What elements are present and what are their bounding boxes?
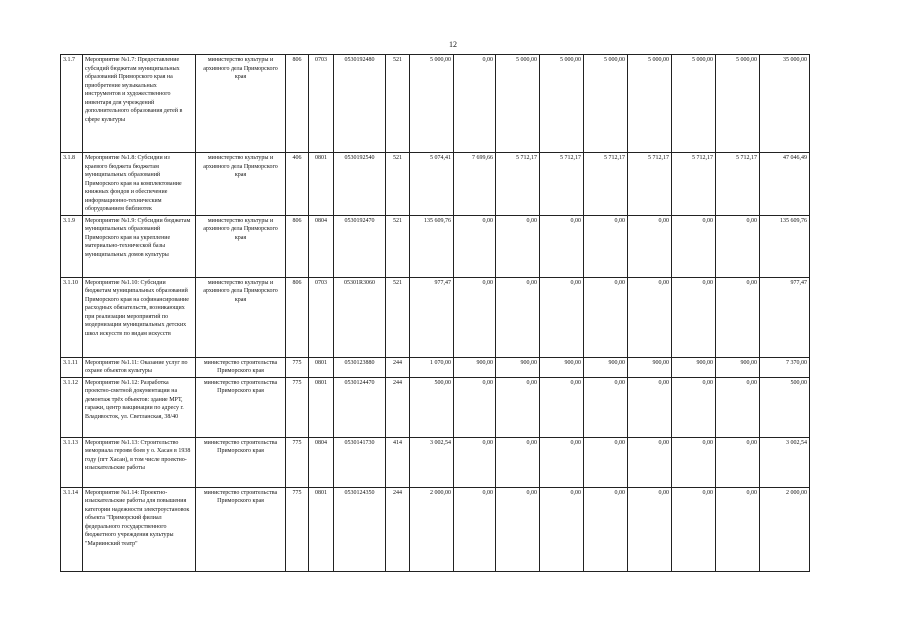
row-value: 0,00 <box>454 487 496 571</box>
row-title: Мероприятие №1.13: Строительство мемориала героям боев у о. Хасан в 1938 году (пгт Хасан), в том числе проектно-изыскательские работы <box>83 437 196 487</box>
page-number: 12 <box>449 40 457 49</box>
row-number: 3.1.8 <box>61 153 83 216</box>
row-responsible: министерство строительства Приморского края <box>196 357 286 377</box>
row-value: 0,00 <box>628 487 672 571</box>
row-value: 5 712,17 <box>628 153 672 216</box>
row-total: 2 000,00 <box>760 487 810 571</box>
row-number: 3.1.11 <box>61 357 83 377</box>
row-value: 0,00 <box>540 277 584 357</box>
row-csr: 0530192480 <box>334 55 386 153</box>
row-value: 0,00 <box>584 437 628 487</box>
row-rzpr: 0801 <box>309 153 334 216</box>
row-total: 47 046,49 <box>760 153 810 216</box>
row-value: 0,00 <box>454 437 496 487</box>
row-value: 0,00 <box>584 377 628 437</box>
row-value: 0,00 <box>496 437 540 487</box>
table-row <box>61 357 810 377</box>
row-total: 35 000,00 <box>760 55 810 153</box>
row-value: 0,00 <box>496 487 540 571</box>
row-vr: 244 <box>386 377 410 437</box>
row-vr: 521 <box>386 55 410 153</box>
row-title: Мероприятие №1.12: Разработка проектно-сметной документации на демонтаж трёх объектов: здание МРТ, гаражи, центр вакцинации по адресу г. Владивосток, ул. Светланская, 38/40 <box>83 377 196 437</box>
row-csr: 0530192540 <box>334 153 386 216</box>
row-value: 900,00 <box>454 357 496 377</box>
row-rzpr: 0801 <box>309 487 334 571</box>
row-value: 900,00 <box>628 357 672 377</box>
row-responsible: министерство культуры и архивного дела Приморского края <box>196 215 286 277</box>
row-value: 0,00 <box>454 215 496 277</box>
row-rzpr: 0801 <box>309 357 334 377</box>
row-title: Мероприятие №1.14: Проектно-изыскательские работы для повышения категории надежности электроустановок объекта "Приморский филиал федерального государственного бюджетного учреждения культуры "Мариинский театр" <box>83 487 196 571</box>
row-value: 500,00 <box>410 377 454 437</box>
row-value: 5 000,00 <box>496 55 540 153</box>
row-vr: 521 <box>386 277 410 357</box>
row-value: 5 712,17 <box>672 153 716 216</box>
row-value: 0,00 <box>496 215 540 277</box>
row-value: 5 712,17 <box>584 153 628 216</box>
row-value: 5 000,00 <box>584 55 628 153</box>
row-total: 3 002,54 <box>760 437 810 487</box>
row-value: 977,47 <box>410 277 454 357</box>
row-value: 5 074,41 <box>410 153 454 216</box>
row-value: 0,00 <box>672 437 716 487</box>
row-value: 5 000,00 <box>716 55 760 153</box>
row-value: 3 002,54 <box>410 437 454 487</box>
row-value: 5 000,00 <box>410 55 454 153</box>
row-responsible: министерство культуры и архивного дела Приморского края <box>196 277 286 357</box>
row-value: 0,00 <box>716 215 760 277</box>
table-row <box>61 215 810 277</box>
row-csr: 05301R3060 <box>334 277 386 357</box>
row-value: 0,00 <box>672 215 716 277</box>
row-value: 0,00 <box>454 55 496 153</box>
row-value: 0,00 <box>716 277 760 357</box>
row-number: 3.1.14 <box>61 487 83 571</box>
row-csr: 0530124350 <box>334 487 386 571</box>
row-value: 900,00 <box>672 357 716 377</box>
row-vr: 521 <box>386 153 410 216</box>
row-total: 135 609,76 <box>760 215 810 277</box>
row-csr: 0530192470 <box>334 215 386 277</box>
row-value: 0,00 <box>716 437 760 487</box>
row-value: 0,00 <box>628 437 672 487</box>
row-value: 0,00 <box>672 377 716 437</box>
row-rzpr: 0804 <box>309 215 334 277</box>
row-number: 3.1.12 <box>61 377 83 437</box>
row-number: 3.1.13 <box>61 437 83 487</box>
row-grbs: 775 <box>286 357 309 377</box>
row-value: 0,00 <box>584 487 628 571</box>
row-title: Мероприятие №1.11: Оказание услуг по охране объектов культуры <box>83 357 196 377</box>
row-value: 900,00 <box>496 357 540 377</box>
row-total: 977,47 <box>760 277 810 357</box>
row-responsible: министерство культуры и архивного дела Приморского края <box>196 153 286 216</box>
table-row <box>61 153 810 216</box>
row-value: 0,00 <box>716 377 760 437</box>
row-csr: 0530123880 <box>334 357 386 377</box>
row-grbs: 775 <box>286 437 309 487</box>
row-rzpr: 0703 <box>309 55 334 153</box>
row-value: 900,00 <box>540 357 584 377</box>
row-total: 7 370,00 <box>760 357 810 377</box>
row-rzpr: 0801 <box>309 377 334 437</box>
table-row <box>61 277 810 357</box>
row-responsible: министерство строительства Приморского края <box>196 487 286 571</box>
row-value: 900,00 <box>716 357 760 377</box>
row-grbs: 806 <box>286 215 309 277</box>
row-number: 3.1.10 <box>61 277 83 357</box>
row-value: 0,00 <box>540 377 584 437</box>
row-value: 135 609,76 <box>410 215 454 277</box>
row-value: 0,00 <box>540 215 584 277</box>
table-row <box>61 377 810 437</box>
row-value: 5 000,00 <box>540 55 584 153</box>
row-value: 0,00 <box>584 215 628 277</box>
row-value: 0,00 <box>672 277 716 357</box>
row-value: 0,00 <box>496 377 540 437</box>
row-value: 5 712,17 <box>716 153 760 216</box>
row-value: 5 000,00 <box>628 55 672 153</box>
row-title: Мероприятие №1.10: Субсидии бюджетам муниципальных образований Приморского края на софинансирование расходных обязательств, возникающих при реализации мероприятий по модернизации муниципальных детских школ искусств по видам искусств <box>83 277 196 357</box>
row-grbs: 806 <box>286 277 309 357</box>
row-vr: 244 <box>386 487 410 571</box>
row-grbs: 775 <box>286 377 309 437</box>
row-title: Мероприятие №1.7: Предоставление субсидий бюджетам муниципальных образований Приморского края на приобретение музыкальных инструментов и художественного инвентаря для учреждений дополнительного образования детей в сфере культуры <box>83 55 196 153</box>
row-value: 0,00 <box>628 215 672 277</box>
row-value: 5 712,17 <box>540 153 584 216</box>
row-number: 3.1.7 <box>61 55 83 153</box>
row-value: 5 000,00 <box>672 55 716 153</box>
row-value: 0,00 <box>496 277 540 357</box>
row-csr: 0530141730 <box>334 437 386 487</box>
row-value: 0,00 <box>628 377 672 437</box>
row-rzpr: 0804 <box>309 437 334 487</box>
row-value: 0,00 <box>584 277 628 357</box>
row-title: Мероприятие №1.9: Субсидии бюджетам муниципальных образований Приморского края на укрепление материально-технической базы муниципальных домов культуры <box>83 215 196 277</box>
row-responsible: министерство строительства Приморского края <box>196 377 286 437</box>
row-grbs: 806 <box>286 55 309 153</box>
row-rzpr: 0703 <box>309 277 334 357</box>
table-row <box>61 55 810 153</box>
row-value: 1 070,00 <box>410 357 454 377</box>
row-value: 2 000,00 <box>410 487 454 571</box>
row-value: 0,00 <box>540 487 584 571</box>
row-value: 0,00 <box>454 277 496 357</box>
row-value: 0,00 <box>716 487 760 571</box>
row-vr: 414 <box>386 437 410 487</box>
row-value: 0,00 <box>628 277 672 357</box>
row-value: 7 699,66 <box>454 153 496 216</box>
row-number: 3.1.9 <box>61 215 83 277</box>
row-vr: 244 <box>386 357 410 377</box>
row-title: Мероприятие №1.8: Субсидии из краевого бюджета бюджетам муниципальных образований Приморского края на комплектование книжных фондов и обеспечение информационно-техническим оборудованием библиотек <box>83 153 196 216</box>
table-row <box>61 437 810 487</box>
row-value: 0,00 <box>454 377 496 437</box>
row-vr: 521 <box>386 215 410 277</box>
table-row <box>61 487 810 571</box>
row-grbs: 775 <box>286 487 309 571</box>
row-responsible: министерство культуры и архивного дела Приморского края <box>196 55 286 153</box>
row-csr: 0530124470 <box>334 377 386 437</box>
row-total: 500,00 <box>760 377 810 437</box>
row-value: 5 712,17 <box>496 153 540 216</box>
row-responsible: министерство строительства Приморского края <box>196 437 286 487</box>
row-value: 0,00 <box>540 437 584 487</box>
row-value: 0,00 <box>672 487 716 571</box>
row-grbs: 406 <box>286 153 309 216</box>
row-value: 900,00 <box>584 357 628 377</box>
budget-table <box>60 54 810 572</box>
